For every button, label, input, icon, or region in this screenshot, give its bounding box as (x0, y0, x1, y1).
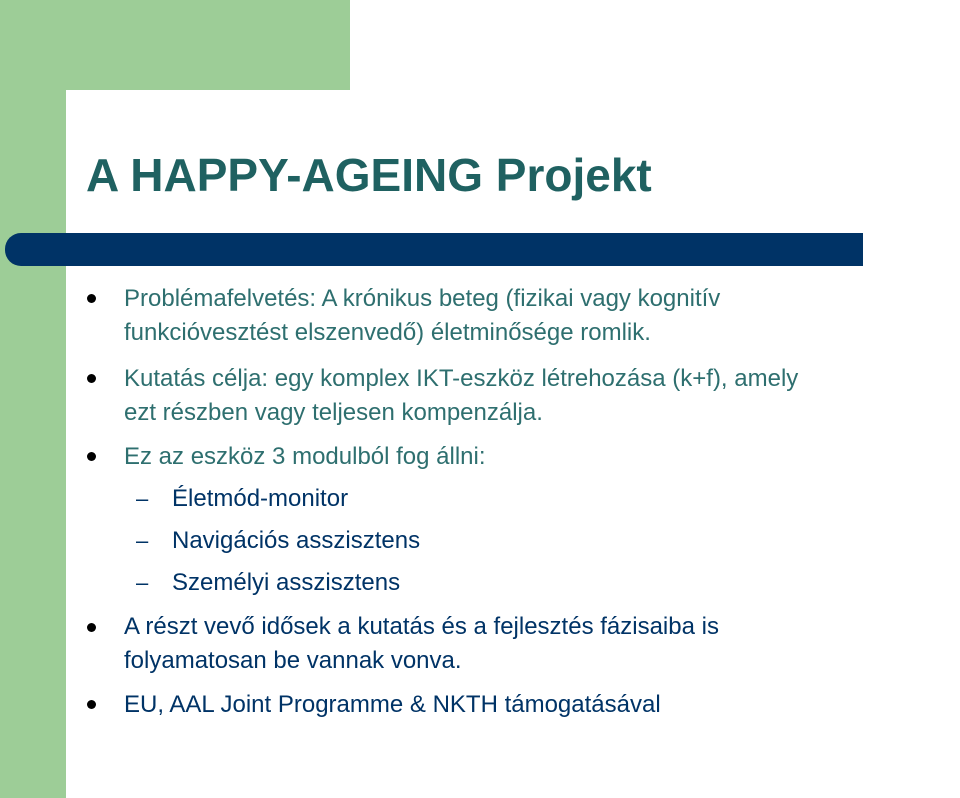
title-underline-bar (5, 233, 863, 266)
bullet-1-line-2: funkcióvesztést elszenvedő) életminősége romlik. (124, 319, 651, 346)
left-green-band (0, 0, 66, 798)
subitem-lifestyle-monitor: Életmód-monitor (172, 485, 349, 512)
slide-title: A HAPPY-AGEING Projekt (86, 149, 652, 201)
sub-bullet-dash: – (136, 570, 149, 595)
sub-bullet-dash: – (136, 528, 149, 553)
bullet-dot (87, 700, 96, 709)
bullet-2-line-1: Kutatás célja: egy komplex IKT-eszköz létrehozása (k+f), amely (124, 365, 799, 392)
sub-bullet-dash: – (136, 486, 149, 511)
subitem-navigation-assistant: Navigációs asszisztens (172, 527, 421, 554)
bullet-2-line-2: ezt részben vagy teljesen kompenzálja. (124, 399, 543, 426)
top-green-band (0, 0, 350, 90)
bullet-1-line-1: Problémafelvetés: A krónikus beteg (fizikai vagy kognitív (124, 285, 721, 312)
bullet-dot (87, 294, 96, 303)
bullet-dot (87, 452, 96, 461)
bullet-dot (87, 374, 96, 383)
bullet-5-line-1: EU, AAL Joint Programme & NKTH támogatásával (124, 691, 661, 718)
subitem-personal-assistant: Személyi asszisztens (172, 569, 401, 596)
bullet-4-line-1: A részt vevő idősek a kutatás és a fejlesztés fázisaiba is (124, 613, 719, 640)
bullet-dot (87, 623, 96, 632)
bullet-3-line-1: Ez az eszköz 3 modulból fog állni: (124, 443, 486, 470)
bullet-4-line-2: folyamatosan be vannak vonva. (124, 647, 462, 674)
